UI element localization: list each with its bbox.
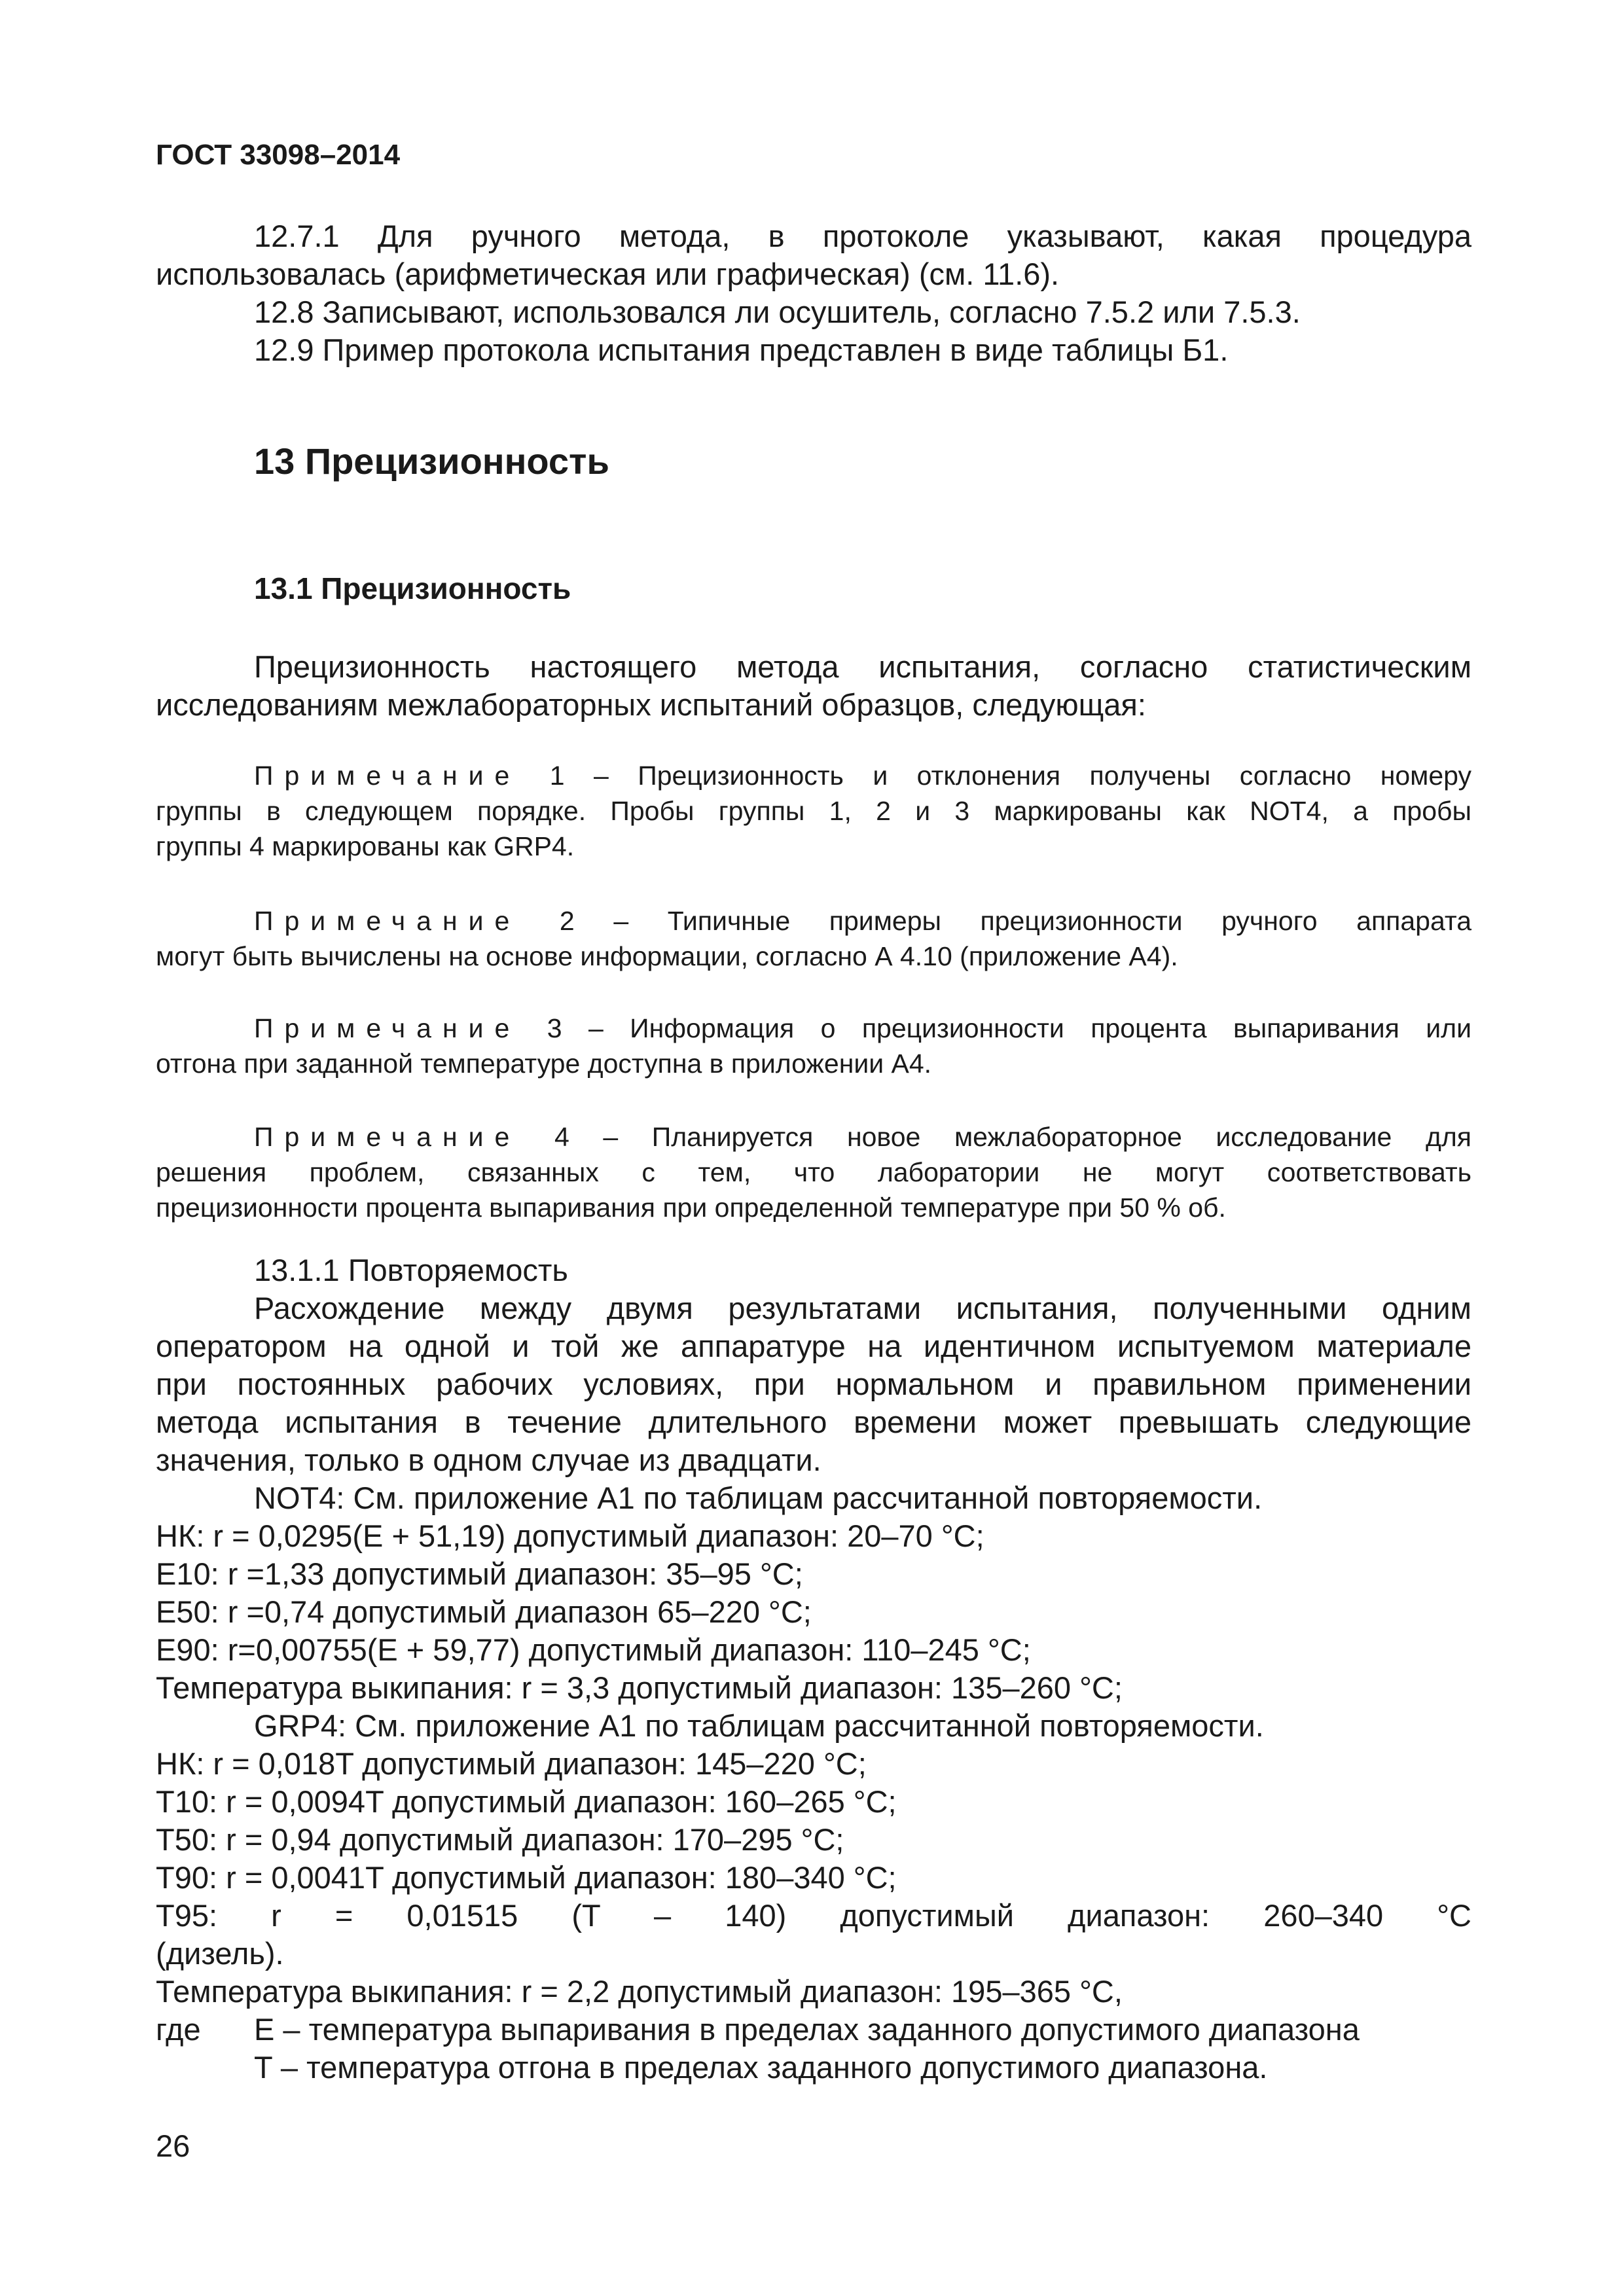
note-3-number: 3 <box>547 1013 562 1043</box>
paragraph-12-9: 12.9 Пример протокола испытания представлен в виде таблицы Б1. <box>254 332 1229 367</box>
note-1-number: 1 <box>549 761 565 791</box>
where-e-line <box>156 2011 1471 2049</box>
where-label: где <box>156 2012 201 2047</box>
where-e-text: E – температура выпаривания в пределах заданного допустимого диапазона <box>254 2012 1360 2047</box>
note-1-line-2: группы в следующем порядке. Пробы группы 1, 2 и 3 маркированы как NOT4, а пробы <box>156 796 1471 826</box>
note-4-text: – Планируется новое межлабораторное исследование для <box>603 1122 1471 1152</box>
grp4-t50: T50: r = 0,94 допустимый диапазон: 170–295 °С; <box>156 1822 844 1857</box>
note-2-line-1 <box>254 903 1471 939</box>
not4-heading: NOT4: См. приложение А1 по таблицам рассчитанной повторяемости. <box>254 1480 1263 1515</box>
grp4-t90: T90: r = 0,0041T допустимый диапазон: 180–340 °С; <box>156 1860 897 1895</box>
repeatability-line-3: при постоянных рабочих условиях, при нормальном и правильном применении <box>156 1367 1471 1401</box>
note-4-number: 4 <box>554 1122 569 1152</box>
page-number: 26 <box>156 2128 190 2163</box>
note-3-label: Примечание <box>254 1013 521 1043</box>
intro-line-2: исследованиям межлабораторных испытаний образцов, следующая: <box>156 687 1146 722</box>
repeatability-line-4: метода испытания в течение длительного времени может превышать следующие <box>156 1405 1471 1439</box>
note-1-line-1 <box>254 758 1471 793</box>
where-t-line: T – температура отгона в пределах заданного допустимого диапазона. <box>254 2050 1268 2085</box>
grp4-nk: НК: r = 0,018T допустимый диапазон: 145–220 °С; <box>156 1746 867 1781</box>
note-4-label: Примечание <box>254 1122 521 1152</box>
subsection-13-1-title: 13.1 Прецизионность <box>254 571 571 605</box>
document-header: ГОСТ 33098–2014 <box>156 139 401 171</box>
note-4-line-2: решения проблем, связанных с тем, что лаборатории не могут соответствовать <box>156 1157 1471 1187</box>
note-3-line-1 <box>254 1011 1471 1046</box>
not4-e90: E90: r=0,00755(E + 59,77) допустимый диапазон: 110–245 °С; <box>156 1632 1031 1667</box>
grp4-boiling: Температура выкипания: r = 2,2 допустимый диапазон: 195–365 °С, <box>156 1974 1123 2009</box>
not4-boiling: Температура выкипания: r = 3,3 допустимый диапазон: 135–260 °С; <box>156 1670 1123 1705</box>
note-2-number: 2 <box>559 906 575 936</box>
note-4-line-3: прецизионности процента выпаривания при определенной температуре при 50 % об. <box>156 1193 1226 1223</box>
paragraph-12-8: 12.8 Записывают, использовался ли осушитель, согласно 7.5.2 или 7.5.3. <box>254 295 1301 329</box>
grp4-heading: GRP4: См. приложение А1 по таблицам рассчитанной повторяемости. <box>254 1708 1264 1743</box>
note-3-text: – Информация о прецизионности процента выпаривания или <box>588 1013 1471 1043</box>
repeatability-line-5: значения, только в одном случае из двадцати. <box>156 1443 821 1477</box>
grp4-t95-line-1: T95: r = 0,01515 (T – 140) допустимый диапазон: 260–340 °С <box>156 1898 1471 1933</box>
repeatability-line-2: оператором на одной и той же аппаратуре на идентичном испытуемом материале <box>156 1329 1471 1363</box>
intro-line-1: Прецизионность настоящего метода испытания, согласно статистическим <box>254 649 1471 684</box>
not4-e50: E50: r =0,74 допустимый диапазон 65–220 °С; <box>156 1594 812 1629</box>
grp4-t95-line-2: (дизель). <box>156 1936 284 1971</box>
not4-nk: НК: r = 0,0295(E + 51,19) допустимый диапазон: 20–70 °С; <box>156 1518 984 1553</box>
repeatability-line-1: Расхождение между двумя результатами испытания, полученными одним <box>254 1291 1471 1325</box>
note-3-line-2: отгона при заданной температуре доступна в приложении А4. <box>156 1049 932 1079</box>
paragraph-12-7-1-line-1: 12.7.1 Для ручного метода, в протоколе указывают, какая процедура <box>254 219 1471 253</box>
note-2-text: – Типичные примеры прецизионности ручного аппарата <box>613 906 1471 936</box>
note-4-line-1 <box>254 1119 1471 1155</box>
note-1-line-3: группы 4 маркированы как GRP4. <box>156 831 575 861</box>
section-13-title: 13 Прецизионность <box>254 440 609 482</box>
repeatability-title: 13.1.1 Повторяемость <box>254 1253 568 1287</box>
note-2-label: Примечание <box>254 906 521 936</box>
grp4-t10: T10: r = 0,0094T допустимый диапазон: 160–265 °С; <box>156 1784 897 1819</box>
note-2-line-2: могут быть вычислены на основе информации, согласно А 4.10 (приложение А4). <box>156 941 1178 971</box>
note-1-text: – Прецизионность и отклонения получены согласно номеру <box>594 761 1471 791</box>
not4-e10: E10: r =1,33 допустимый диапазон: 35–95 °С; <box>156 1556 803 1591</box>
paragraph-12-7-1-line-2: использовалась (арифметическая или графическая) (см. 11.6). <box>156 257 1060 291</box>
note-1-label: Примечание <box>254 761 521 791</box>
